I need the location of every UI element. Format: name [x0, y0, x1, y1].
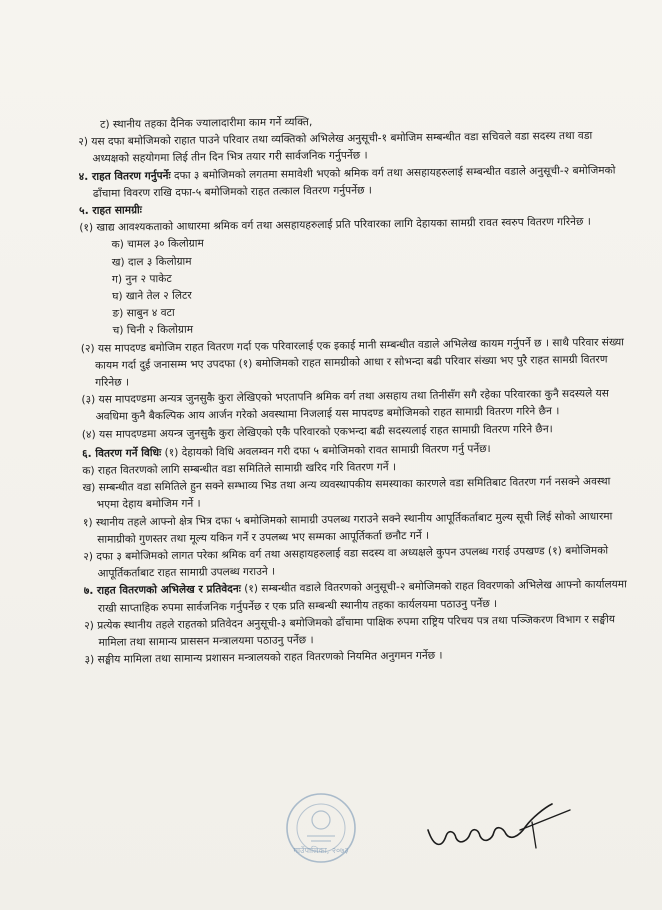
relief-item: ग) नुन २ पाकेट [111, 272, 172, 286]
section-7-text: (१) सम्बन्धीत वडाले वितरणको अनुसूची-२ बमोजिमको राहत विवरणको अभिलेख आफ्नो कार्यालयमा राखी साप्ताहिक रुपमा सार्वजनिक गर्नुपर्नेछ र एक प्रति सम्बन्धी स्थानीय तहका कार्यलयमा पठाउनु पर्नेछ । [97, 578, 627, 615]
handwritten-signature [420, 800, 600, 860]
relief-item: क) चामल ३० किलोग्राम [111, 237, 204, 252]
document-body [78, 110, 635, 669]
clause-t: ट) स्थानीय तहका दैनिक ज्यालादारीमा काम गर्ने व्यक्ति, [100, 116, 313, 131]
relief-item: च) चिनी २ किलोग्राम [112, 324, 194, 338]
section-5-clause-1: (१) खाद्य आवश्यकताको आधारमा श्रमिक वर्ग तथा असहायहरुलाई प्रति परिवारका लागि देहायका सामग्री रावत स्वरुप वितरण गरिनेछ । [79, 215, 591, 235]
section-4-text: दफा ३ बमोजिमको लगतमा समावेशी भएको श्रमिक वर्ग तथा असहायहरुलाई सम्बन्धीत वडाले अनुसूची-२ बमोजिमको ढाँचामा विवरण राखि दफा-५ बमोजिमको राहत तत्काल वितरण गर्नुपर्नेछ । [92, 164, 616, 200]
svg-text:गाउँपालिका, २०७३: गाउँपालिका, २०७३ [293, 846, 349, 855]
section-5-clause-2: (२) यस मापदण्ड बमोजिम राहत वितरण गर्दा एक परिवारलाई एक इकाई मानी सम्बन्धीत वडाले अभिलेख कायम गर्नुपर्ने छ । साथै परिवार संख्या कायम गर्दा दुई जनासम्म भए उपदफा (१) बमोजिमको राहत सामग्रीको आधा र सोभन्दा बढी परिवार संख्या भए पुरै राहत सामग्री वितरण गरिनेछ । [80, 335, 625, 389]
section-7-heading: ७. राहत वितरणको अभिलेख र प्रतिवेदनः [83, 583, 241, 598]
section-6-clause-ka: क) राहत वितरणको लागि सम्बन्धीत वडा समितिले सामाग्री खरिद गरि वितरण गर्ने । [82, 461, 397, 478]
section-5-clause-4: (४) यस मापदण्डमा अयन्त्र जुनसुकै कुरा लेखिएको एकै परिवारको एकभन्दा बढी सदस्यलाई राहत सामाग्री वितरण गरिने छैन। [81, 422, 553, 441]
clause-2-record: २) यस दफा बमोजिमको राहात पाउने परिवार तथा व्यक्तिको अभिलेख अनुसूची-१ बमोजिम सम्बन्धीत वडा सचिवले वडा सदस्य तथा वडा अध्यक्षको सहयोगमा लिई तीन दिन भित्र तयार गरी सार्वजनिक गर्नुपर्नेछ । [78, 129, 593, 166]
relief-item: ङ) साबुन ४ वटा [112, 307, 175, 320]
section-5-heading: ५. राहत सामग्रीः [79, 204, 142, 218]
section-6-clause-kha: ख) सम्बन्धीत वडा समितिले हुन सक्ने सम्भाव्य भिड तथा अन्य व्यवस्थापकीय समस्याका कारणले वडा समितिबाट वितरण गर्न नसक्ने अवस्था भएमा देहाय बमोजिम गर्ने । [82, 475, 611, 512]
section-6-heading: ६. वितरण गर्ने विधिः [82, 446, 162, 460]
relief-item: घ) खाने तेल २ लिटर [112, 289, 192, 303]
section-4-heading: ४. राहत वितरण गर्नुपर्नेः [78, 169, 171, 183]
official-seal-stamp [283, 790, 359, 866]
section-7-clause-2: २) प्रत्येक स्थानीय तहले राहतको प्रतिवेदन अनुसूची-३ बमोजिमको ढाँचामा पाक्षिक रुपमा राष्ट्रिय परिचय पत्र तथा पञ्जिकरण विभाग र सङ्घीय मामिला तथा सामान्य प्राससन मन्त्रालयमा पठाउनु पर्नेछ । [84, 613, 616, 649]
section-6-subclause-2: २) दफा ३ बमोजिमको लागत परेका श्रमिक वर्ग तथा असहायहरुलाई वडा सदस्य वा अध्यक्षले कुपन उपलब्ध गराई उपखण्ड (१) बमोजिमको आपूर्तिकर्ताबाट राहत सामाग्री उपलब्ध गराउने । [83, 544, 609, 581]
section-6-text: (१) देहायको विधि अवलम्वन गरी दफा ५ बमोजिमको रावत सामाग्री वितरण गर्नु पर्नेछ। [164, 442, 491, 459]
relief-item: ख) दाल ३ किलोग्राम [111, 255, 192, 269]
section-7-clause-3: ३) सङ्घीय मामिला तथा सामान्य प्रशासन मन्त्रालयको राहत वितरणको नियमित अनुगमन गर्नेछ । [84, 649, 443, 667]
section-6-subclause-1: १) स्थानीय तहले आफ्नो क्षेत्र भित्र दफा ५ बमोजिमको सामाग्री उपलब्ध गराउने सक्ने स्थानीय आपूर्तिकर्ताबाट मुल्य सूची लिई सोको आधारमा सामाग्रीको गुणस्तर तथा मूल्य यकिन गर्ने र उपलब्ध भए सम्मका आपूर्तिकर्ता छनौट गर्ने । [82, 510, 613, 546]
section-5-clause-3: (३) यस मापदण्डमा अन्यत्र जुनसुकै कुरा लेखिएको भएतापनि श्रमिक वर्ग तथा असहाय तथा तिनीसँग सगै रहेका परिवारका कुनै सदस्यले यस अवधिमा कुनै बैकल्पिक आय आर्जन गरेको अवस्थामा निजलाई यस मापदण्ड बमोजिमको राहत सामाग्री वितरण गरिने छैन । [81, 387, 610, 424]
